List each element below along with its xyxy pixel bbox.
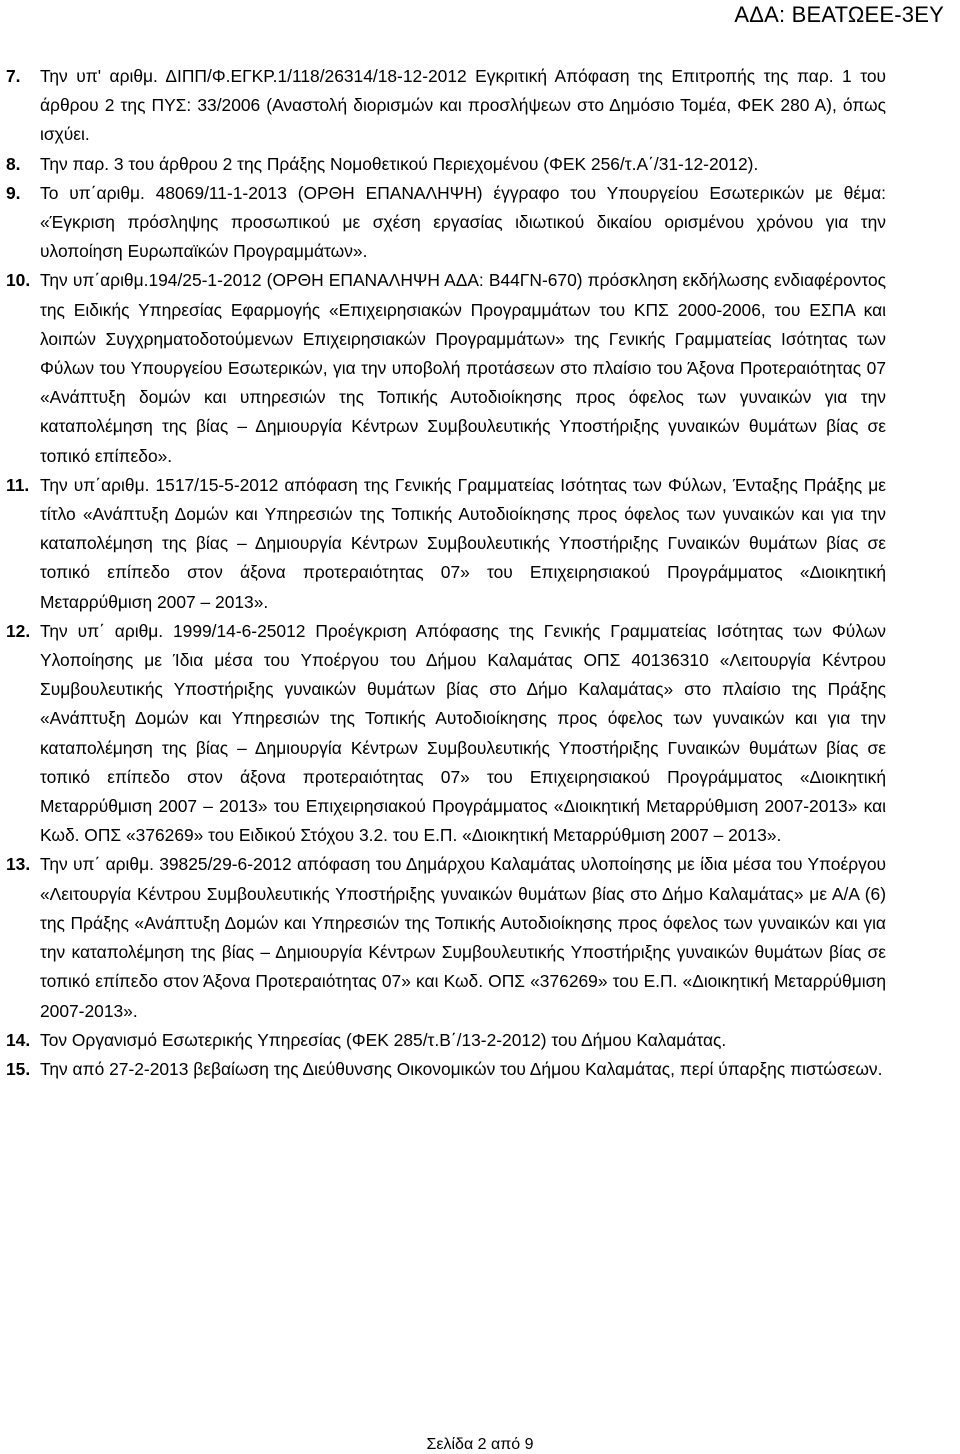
list-item	[0, 1026, 960, 1055]
list-item	[0, 1055, 960, 1084]
item-text: Την υπ΄ αριθμ. 39825/29-6-2012 απόφαση του Δημάρχου Καλαμάτας υλοποίησης με ίδια μέσα του Υποέργου «Λειτουργία Κέντρου Συμβουλευτικής Υποστήριξης γυναικών θυμάτων βίας στο Δήμο Καλαμάτας» με Α/Α (6) της Πράξης «Ανάπτυξη Δομών και Υπηρεσιών της Τοπικής Αυτοδιοίκησης προς όφελος των γυναικών και για την καταπολέμηση της βίας – Δημιουργία Κέντρων Συμβουλευτικής Υποστήριξης γυναικών θυμάτων βίας σε τοπικό επίπεδο στον Άξονα Προτεραιότητας 07» και Κωδ. ΟΠΣ «376269» του Ε.Π. «Διοικητική Μεταρρύθμιση 2007-2013».	[40, 854, 886, 1021]
item-text: Την υπ΄αριθμ.194/25-1-2012 (ΟΡΘΗ ΕΠΑΝΑΛΗΨΗ ΑΔΑ: Β44ΓΝ-670) πρόσκληση εκδήλωσης ενδιαφέροντος της Ειδικής Υπηρεσίας Εφαρμογής «Επιχειρησιακών Προγραμμάτων του ΚΠΣ 2000-2006, του ΕΣΠΑ και λοιπών Συγχρηματοδοτούμενων Επιχειρησιακών Προγραμμάτων» της Γενικής Γραμματείας Ισότητας των Φύλων του Υπουργείου Εσωτερικών, για την υποβολή προτάσεων στο πλαίσιο του Άξονα Προτεραιότητας 07 «Ανάπτυξη δομών και υπηρεσιών της Τοπικής Αυτοδιοίκησης προς όφελος των γυναικών για την καταπολέμηση της βίας – Δημιουργία Κέντρων Συμβουλευτικής Υποστήριξης γυναικών θυμάτων βίας σε τοπικό επίπεδο».	[40, 270, 886, 466]
item-text: Την υπ΄ αριθμ. 1999/14-6-25012 Προέγκριση Απόφασης της Γενικής Γραμματείας Ισότητας των Φύλων Υλοποίησης με Ίδια μέσα του Υποέργου του Δήμου Καλαμάτας ΟΠΣ 40136310 «Λειτουργία Κέντρου Συμβουλευτικής Υποστήριξης γυναικών θυμάτων βίας στο Δήμο Καλαμάτας» στο πλαίσιο της Πράξης «Ανάπτυξη Δομών και Υπηρεσιών της Τοπικής Αυτοδιοίκησης προς όφελος των γυναικών και για την καταπολέμηση της βίας – Δημιουργία Κέντρων Συμβουλευτικής Υποστήριξης Γυναικών θυμάτων βίας σε τοπικό επίπεδο στον άξονα προτεραιότητας 07» του Επιχειρησιακού Προγράμματος «Διοικητική Μεταρρύθμιση 2007 – 2013» του Επιχειρησιακού Προγράμματος «Διοικητική Μεταρρύθμιση 2007-2013» και Κωδ. ΟΠΣ «376269» του Ειδικού Στόχου 3.2. του Ε.Π. «Διοικητική Μεταρρύθμιση 2007 – 2013».	[40, 620, 886, 846]
item-text: Την υπ' αριθμ. ΔΙΠΠ/Φ.ΕΓΚΡ.1/118/26314/18-12-2012 Εγκριτική Απόφαση της Επιτροπής της παρ. 1 του άρθρου 2 της ΠΥΣ: 33/2006 (Αναστολή διορισμών και προσλήψεων στο Δημόσιο Τομέα, ΦΕΚ 280 Α), όπως ισχύει.	[40, 66, 886, 145]
list-item	[0, 850, 960, 1025]
list-item	[0, 266, 960, 470]
ada-header: ΑΔΑ: ΒΕΑΤΩΕΕ-3ΕΥ	[734, 2, 944, 27]
list-item	[0, 150, 960, 179]
item-number: 7.	[6, 66, 21, 86]
item-text: Την από 27-2-2013 βεβαίωση της Διεύθυνσης Οικονομικών του Δήμου Καλαμάτας, περί ύπαρξης πιστώσεων.	[40, 1058, 883, 1079]
list-item	[0, 617, 960, 851]
item-number: 13.	[6, 854, 31, 875]
item-text: Την παρ. 3 του άρθρου 2 της Πράξης Νομοθετικού Περιεχομένου (ΦΕΚ 256/τ.Α΄/31-12-2012).	[40, 153, 759, 174]
numbered-list	[0, 62, 960, 1084]
item-number: 8.	[6, 153, 21, 174]
item-number: 14.	[6, 1029, 31, 1050]
page-number: Σελίδα 2 από 9	[426, 1436, 534, 1453]
list-item	[0, 179, 960, 267]
item-number: 15.	[6, 1058, 31, 1079]
item-number: 12.	[6, 620, 31, 641]
item-number: 11.	[6, 474, 30, 495]
item-text: Το υπ΄αριθμ. 48069/11-1-2013 (ΟΡΘΗ ΕΠΑΝΑΛΗΨΗ) έγγραφο του Υπουργείου Εσωτερικών με θέμα: «Έγκριση πρόσληψης προσωπικού με σχέση εργασίας ιδιωτικού δικαίου ορισμένου χρόνου για την υλοποίηση Ευρωπαϊκών Προγραμμάτων».	[40, 182, 886, 262]
list-item	[0, 62, 960, 150]
list-item	[0, 471, 960, 617]
item-text: Την υπ΄αριθμ. 1517/15-5-2012 απόφαση της Γενικής Γραμματείας Ισότητας των Φύλων, Ένταξης Πράξης με τίτλο «Ανάπτυξη Δομών και Υπηρεσιών της Τοπικής Αυτοδιοίκησης προς όφελος των γυναικών και για την καταπολέμηση της βίας – Δημιουργία Κέντρων Συμβουλευτικής Υποστήριξης Γυναικών θυμάτων βίας σε τοπικό επίπεδο στον άξονα προτεραιότητας 07» του Επιχειρησιακού Προγράμματος «Διοικητική Μεταρρύθμιση 2007 – 2013».	[40, 474, 886, 612]
item-text: Τον Οργανισμό Εσωτερικής Υπηρεσίας (ΦΕΚ 285/τ.Β΄/13-2-2012) του Δήμου Καλαμάτας.	[40, 1029, 727, 1050]
item-number: 9.	[6, 182, 21, 203]
item-number: 10.	[6, 270, 31, 291]
